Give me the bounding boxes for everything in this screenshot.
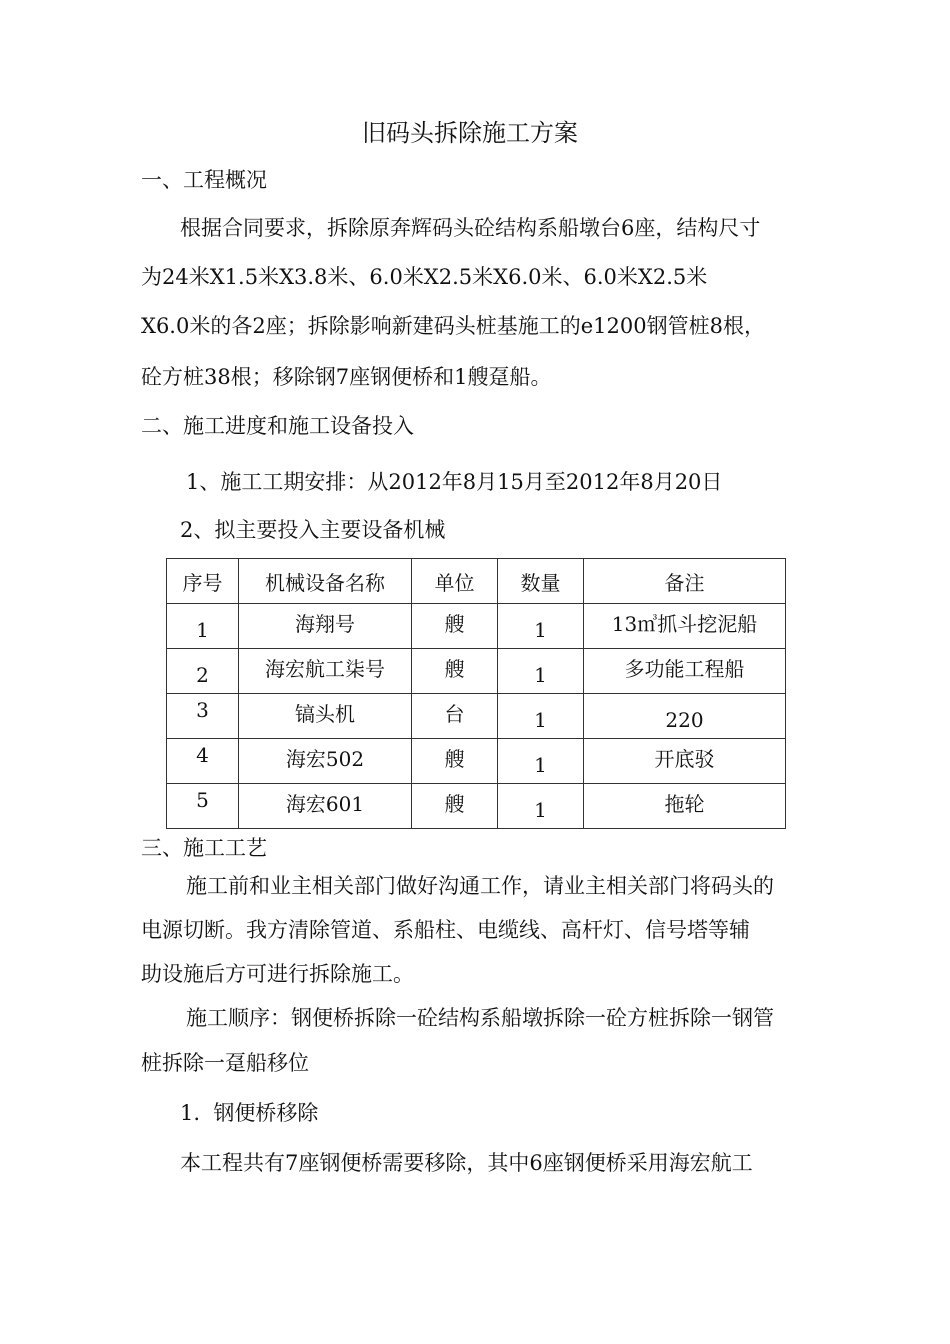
cell-unit: 艘 xyxy=(412,649,498,694)
process-para1-line-3: 助设施后方可进行拆除施工。 xyxy=(141,962,414,986)
cell-unit: 台 xyxy=(412,694,498,739)
cell-note: 拖轮 xyxy=(584,784,786,829)
section-heading-schedule: 二、施工进度和施工设备投入 xyxy=(141,414,414,438)
overview-line-2: 为24米X1.5米X3.8米、6.0米X2.5米X6.0米、6.0米X2.5米 xyxy=(141,265,708,289)
overview-line-4: 砼方桩38根；移除钢7座钢便桥和1艘趸船。 xyxy=(141,365,552,389)
process-para2-line-1: 施工顺序：钢便桥拆除一砼结构系船墩拆除一砼方桩拆除一钢管 xyxy=(186,1006,774,1030)
cell-unit: 艘 xyxy=(412,784,498,829)
cell-no: 3 xyxy=(167,694,239,739)
process-para2-line-2: 桩拆除一趸船移位 xyxy=(141,1051,309,1075)
cell-no: 2 xyxy=(167,649,239,694)
table-row xyxy=(167,784,786,829)
overview-line-1: 根据合同要求，拆除原奔辉码头砼结构系船墩台6座，结构尺寸 xyxy=(180,216,761,240)
header-cell: 机械设备名称 xyxy=(239,559,412,604)
header-cell: 数量 xyxy=(498,559,584,604)
table-header-row xyxy=(167,559,786,604)
cell-qty: 1 xyxy=(498,604,584,649)
table-row xyxy=(167,739,786,784)
process-para1-line-2: 电源切断。我方清除管道、系船柱、电缆线、高杆灯、信号塔等辅 xyxy=(141,918,750,942)
cell-name: 海宏502 xyxy=(239,739,412,784)
header-cell: 序号 xyxy=(167,559,239,604)
schedule-item-1: 1、施工工期安排：从2012年8月15月至2012年8月20日 xyxy=(186,470,723,494)
section-heading-process: 三、施工工艺 xyxy=(141,836,267,860)
header-cell: 备注 xyxy=(584,559,786,604)
cell-qty: 1 xyxy=(498,649,584,694)
cell-no: 1 xyxy=(167,604,239,649)
cell-unit: 艘 xyxy=(412,739,498,784)
cell-note: 220 xyxy=(584,694,786,739)
subheading-bridge-removal: 1. 钢便桥移除 xyxy=(180,1101,319,1125)
equipment-table xyxy=(166,558,786,829)
cell-qty: 1 xyxy=(498,784,584,829)
cell-name: 海宏航工柒号 xyxy=(239,649,412,694)
table-row xyxy=(167,694,786,739)
process-para1-line-1: 施工前和业主相关部门做好沟通工作，请业主相关部门将码头的 xyxy=(186,874,774,898)
section-heading-overview: 一、工程概况 xyxy=(141,168,267,192)
cell-name: 海宏601 xyxy=(239,784,412,829)
schedule-item-2: 2、拟主要投入主要设备机械 xyxy=(180,518,446,542)
cell-name: 海翔号 xyxy=(239,604,412,649)
table-row xyxy=(167,649,786,694)
cell-qty: 1 xyxy=(498,739,584,784)
table-row xyxy=(167,604,786,649)
cell-no: 5 xyxy=(167,784,239,829)
bridge-removal-line-1: 本工程共有7座钢便桥需要移除，其中6座钢便桥采用海宏航工 xyxy=(180,1151,753,1175)
cell-name: 镐头机 xyxy=(239,694,412,739)
cell-qty: 1 xyxy=(498,694,584,739)
cell-note: 13㎥抓斗挖泥船 xyxy=(584,604,786,649)
doc-title: 旧码头拆除施工方案 xyxy=(362,119,578,147)
header-cell: 单位 xyxy=(412,559,498,604)
cell-unit: 艘 xyxy=(412,604,498,649)
cell-note: 多功能工程船 xyxy=(584,649,786,694)
cell-note: 开底驳 xyxy=(584,739,786,784)
overview-line-3: X6.0米的各2座；拆除影响新建码头桩基施工的e1200钢管桩8根， xyxy=(141,314,765,338)
cell-no: 4 xyxy=(167,739,239,784)
